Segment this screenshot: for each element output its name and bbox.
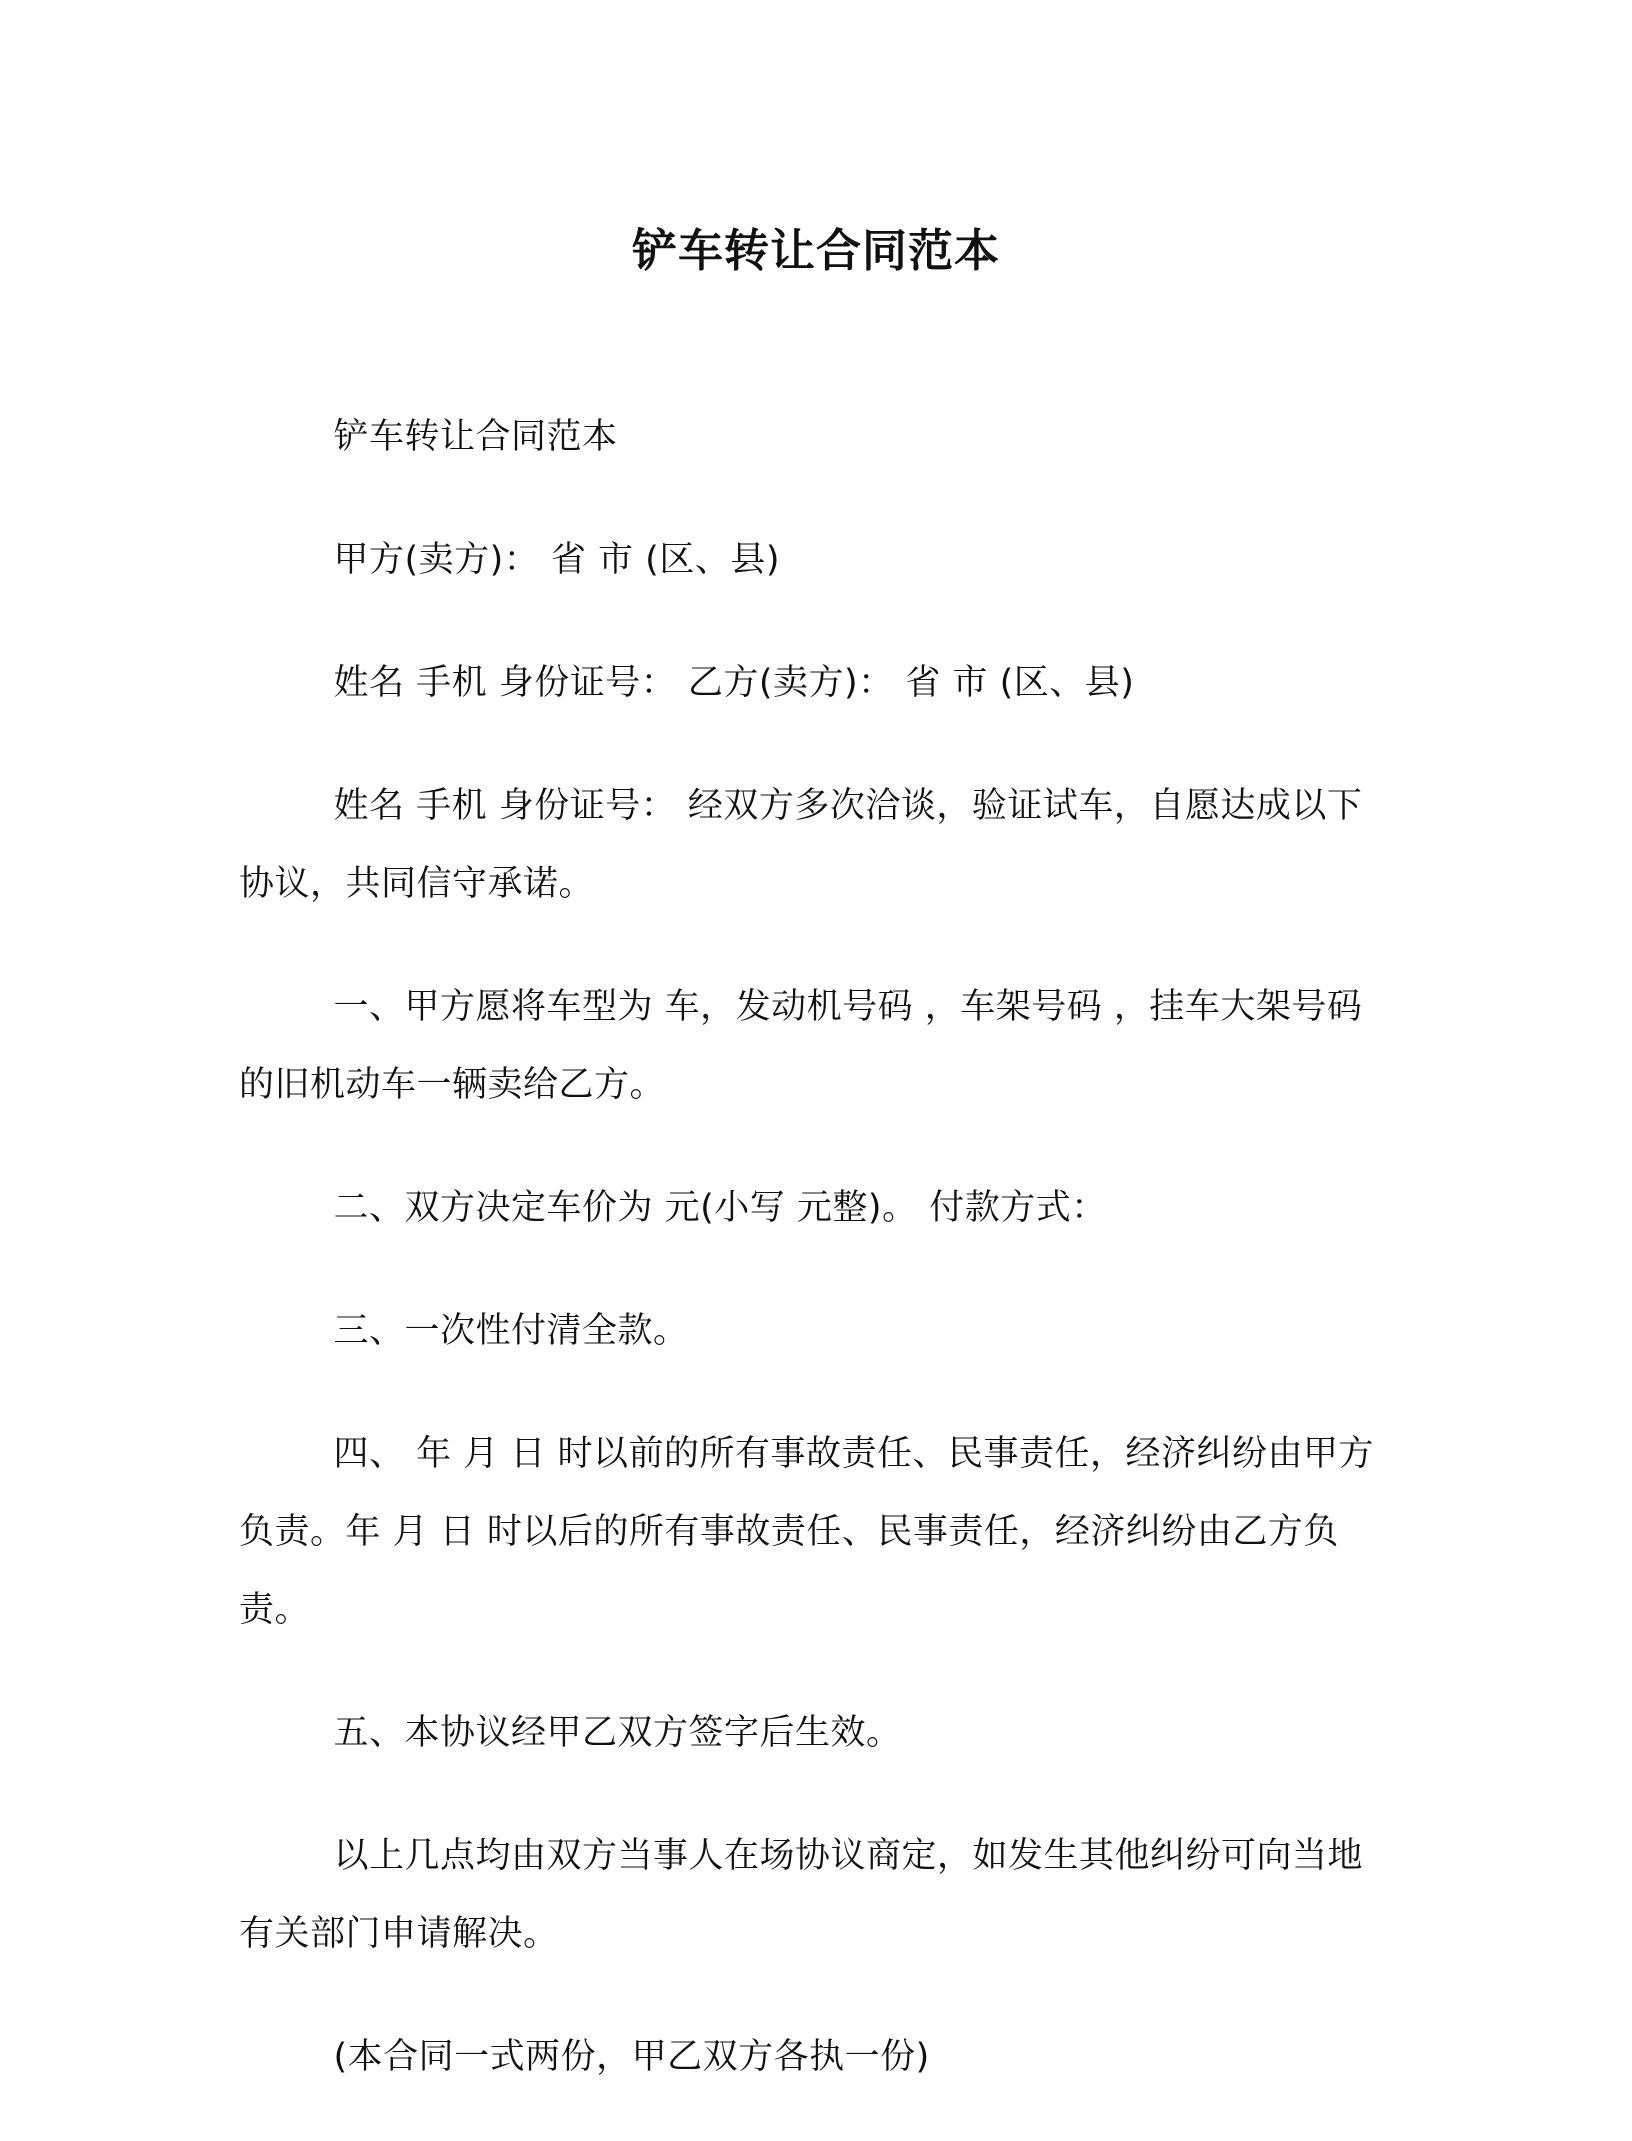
paragraph-clause-4: 四、 年 月 日 时以前的所有事故责任、民事责任，经济纠纷由甲方负责。年 月 日 时以后的所有事故责任、民事责任，经济纠纷由乙方负责。 [239, 1434, 1375, 1630]
paragraph-party-a: 甲方(卖方)： 省 市 (区、县) [333, 540, 780, 580]
paragraph-party-a-contact-party-b: 姓名 手机 身份证号： 乙方(卖方)： 省 市 (区、县) [333, 663, 1135, 703]
paragraph-dispute-resolution: 以上几点均由双方当事人在场协议商定，如发生其他纠纷可向当地有关部门申请解决。 [239, 1836, 1364, 1954]
paragraph-clause-3: 三、一次性付清全款。 [333, 1311, 689, 1351]
document-title: 铲车转让合同范本 [631, 224, 1000, 277]
paragraph-party-b-contact-agreement: 姓名 手机 身份证号： 经双方多次洽谈，验证试车，自愿达成以下协议，共同信守承诺。 [239, 786, 1363, 904]
paragraph-clause-1: 一、甲方愿将车型为 车，发动机号码 ，车架号码 ，挂车大架号码 的旧机动车一辆卖给乙方。 [239, 987, 1363, 1105]
document-body [239, 398, 1384, 2141]
paragraph-copies-note: (本合同一式两份，甲乙双方各执一份) [333, 2037, 930, 2077]
paragraph-clause-5: 五、本协议经甲乙双方签字后生效。 [333, 1713, 902, 1753]
paragraph-subtitle: 铲车转让合同范本 [333, 417, 618, 457]
paragraph-clause-2: 二、双方决定车价为 元(小写 元整)。 付款方式： [333, 1188, 1107, 1228]
